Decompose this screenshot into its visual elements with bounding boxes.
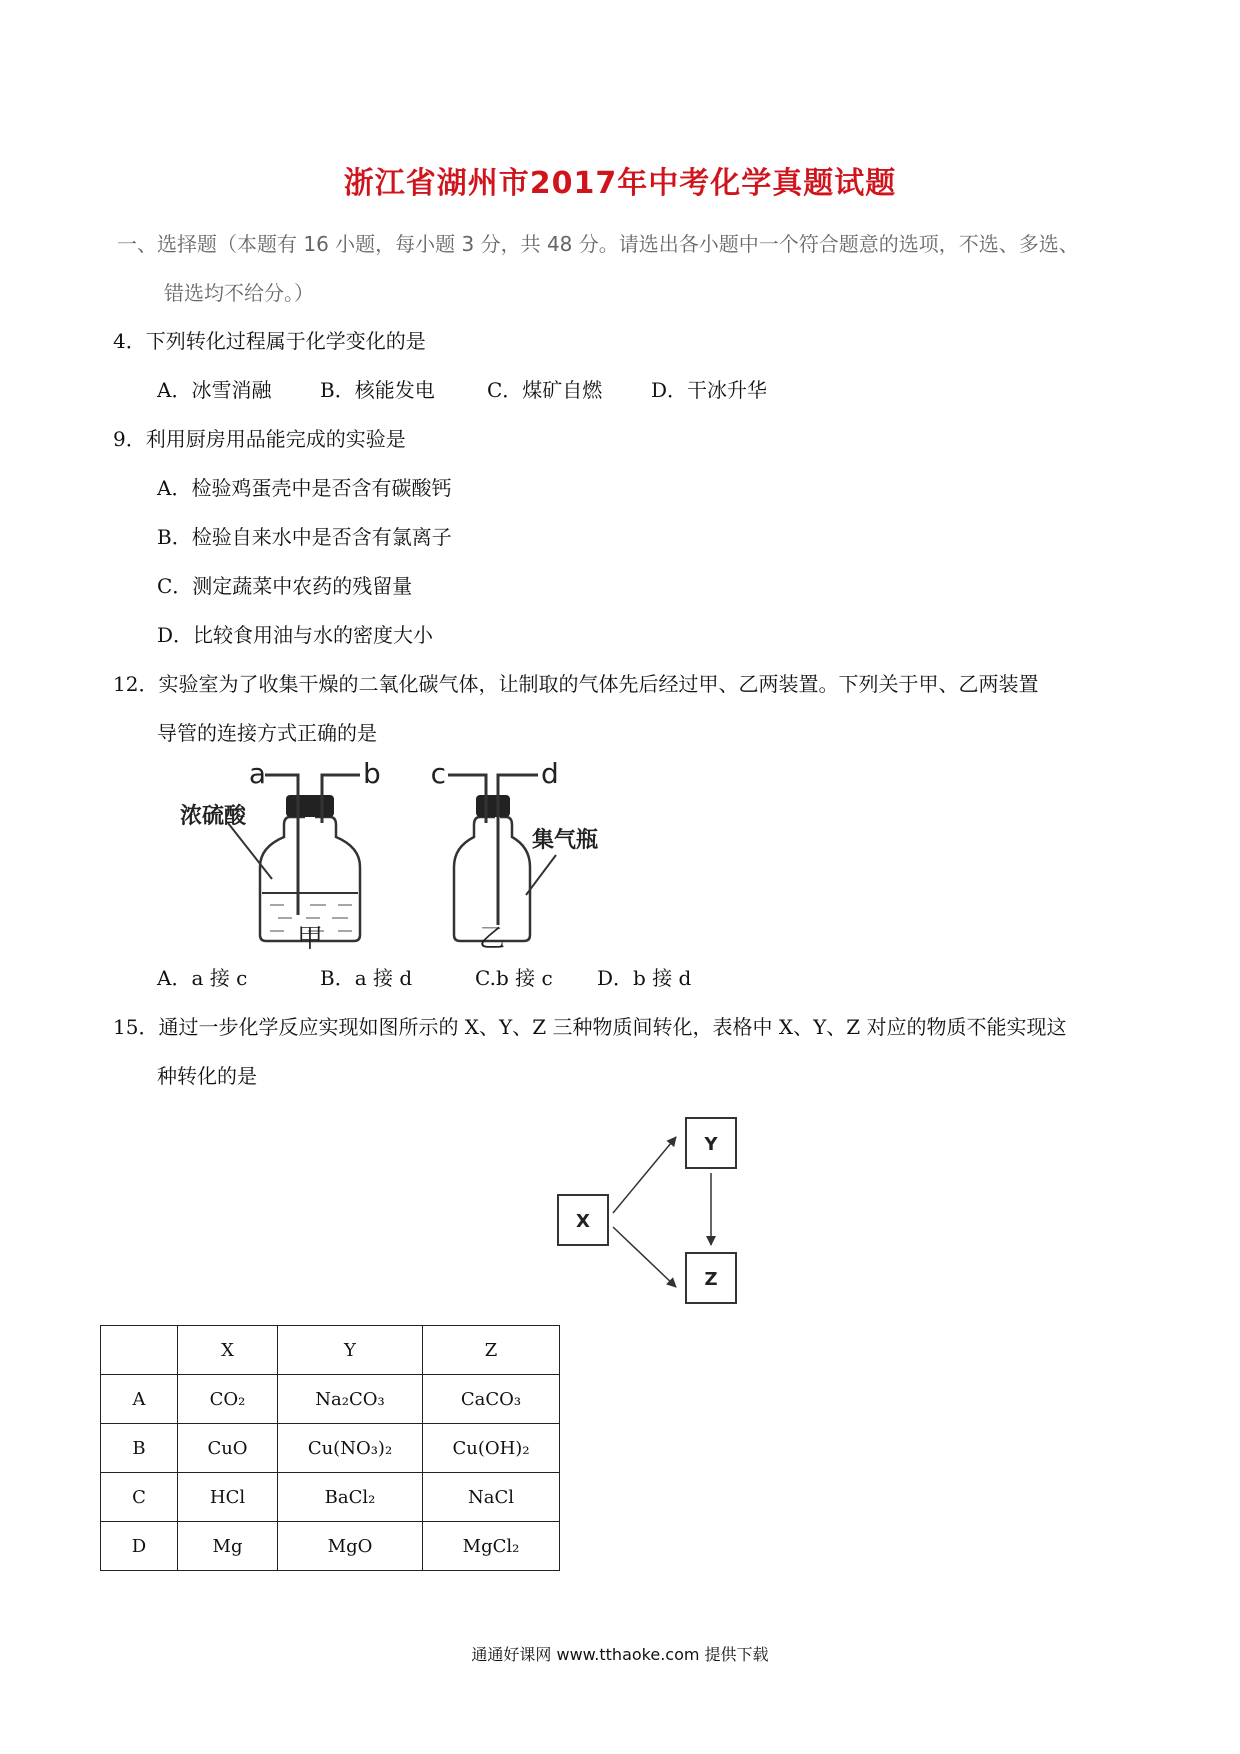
table-row bbox=[101, 1522, 560, 1571]
q9-option-b: B．检验自来水中是否含有氯离子 bbox=[157, 525, 452, 549]
table-cell: NaCl bbox=[423, 1473, 560, 1522]
q12-option-b: B．a 接 d bbox=[320, 966, 413, 990]
section-heading-line-1: 一、选择题（本题有 16 小题，每小题 3 分，共 48 分。请选出各小题中一个符合题意的选项，不选、多选、 bbox=[117, 232, 1079, 256]
q9-stem: 9．利用厨房用品能完成的实验是 bbox=[113, 427, 406, 451]
table-cell: HCl bbox=[178, 1473, 278, 1522]
table-header-cell: X bbox=[178, 1326, 278, 1375]
table-cell: BaCl₂ bbox=[278, 1473, 423, 1522]
table-header-cell: Y bbox=[278, 1326, 423, 1375]
gas-bottle-apparatus-figure bbox=[170, 755, 640, 950]
substance-table bbox=[100, 1325, 560, 1571]
q9-option-d: D．比较食用油与水的密度大小 bbox=[157, 623, 434, 647]
tube-label-a: a bbox=[248, 757, 266, 790]
section-heading-line-2: 错选均不给分。） bbox=[164, 281, 314, 305]
q9-option-c: C．测定蔬菜中农药的残留量 bbox=[157, 574, 413, 598]
bottle-yi bbox=[448, 775, 556, 941]
node-z-label: Z bbox=[704, 1269, 718, 1290]
table-cell: MgO bbox=[278, 1522, 423, 1571]
tube-label-b: b bbox=[363, 757, 381, 790]
table-row bbox=[101, 1424, 560, 1473]
q4-option-c: C．煤矿自燃 bbox=[487, 378, 603, 402]
table-cell: Na₂CO₃ bbox=[278, 1375, 423, 1424]
table-cell: Cu(NO₃)₂ bbox=[278, 1424, 423, 1473]
table-cell: D bbox=[101, 1522, 178, 1571]
table-cell: A bbox=[101, 1375, 178, 1424]
bottle-jia bbox=[228, 775, 360, 941]
table-header-row bbox=[101, 1326, 560, 1375]
q4-option-d: D．干冰升华 bbox=[651, 378, 768, 402]
node-x-label: X bbox=[576, 1211, 590, 1232]
q12-stem-line-1: 12．实验室为了收集干燥的二氧化碳气体，让制取的气体先后经过甲、乙两装置。下列关于甲、乙两装置 bbox=[113, 672, 1039, 696]
arrow-x-to-z bbox=[613, 1227, 676, 1287]
gas-bottle-label: 集气瓶 bbox=[532, 828, 599, 853]
acid-label: 浓硫酸 bbox=[180, 804, 247, 829]
node-y-label: Y bbox=[704, 1134, 718, 1155]
q4-stem: 4．下列转化过程属于化学变化的是 bbox=[113, 329, 426, 353]
tube-label-c: c bbox=[430, 757, 446, 790]
q15-stem-line-2: 种转化的是 bbox=[157, 1064, 257, 1088]
bottle-label-jia: 甲 bbox=[296, 924, 324, 950]
arrow-x-to-y bbox=[613, 1137, 676, 1213]
table-cell: C bbox=[101, 1473, 178, 1522]
q12-option-d: D．b 接 d bbox=[597, 966, 692, 990]
q4-option-b: B．核能发电 bbox=[320, 378, 435, 402]
q4-option-a: A．冰雪消融 bbox=[157, 378, 272, 402]
table-cell: CaCO₃ bbox=[423, 1375, 560, 1424]
xyz-conversion-diagram bbox=[555, 1105, 755, 1315]
q12-option-a: A．a 接 c bbox=[157, 966, 248, 990]
page-footer: 通通好课网 www.tthaoke.com 提供下载 bbox=[471, 1645, 769, 1664]
table-cell: CuO bbox=[178, 1424, 278, 1473]
table-header-cell: Z bbox=[423, 1326, 560, 1375]
q12-option-c: C.b 接 c bbox=[475, 966, 553, 990]
bottle-label-yi: 乙 bbox=[478, 924, 506, 950]
table-cell: Mg bbox=[178, 1522, 278, 1571]
table-row bbox=[101, 1375, 560, 1424]
tube-label-d: d bbox=[541, 757, 559, 790]
table-cell: CO₂ bbox=[178, 1375, 278, 1424]
page-title: 浙江省湖州市2017年中考化学真题试题 bbox=[343, 166, 897, 201]
table-row bbox=[101, 1473, 560, 1522]
table-cell: Cu(OH)₂ bbox=[423, 1424, 560, 1473]
table-header-cell bbox=[101, 1326, 178, 1375]
q15-stem-line-1: 15．通过一步化学反应实现如图所示的 X、Y、Z 三种物质间转化，表格中 X、Y、Z 对应的物质不能实现这 bbox=[113, 1015, 1067, 1039]
q9-option-a: A．检验鸡蛋壳中是否含有碳酸钙 bbox=[157, 476, 452, 500]
q12-stem-line-2: 导管的连接方式正确的是 bbox=[157, 721, 377, 745]
table-cell: MgCl₂ bbox=[423, 1522, 560, 1571]
table-cell: B bbox=[101, 1424, 178, 1473]
